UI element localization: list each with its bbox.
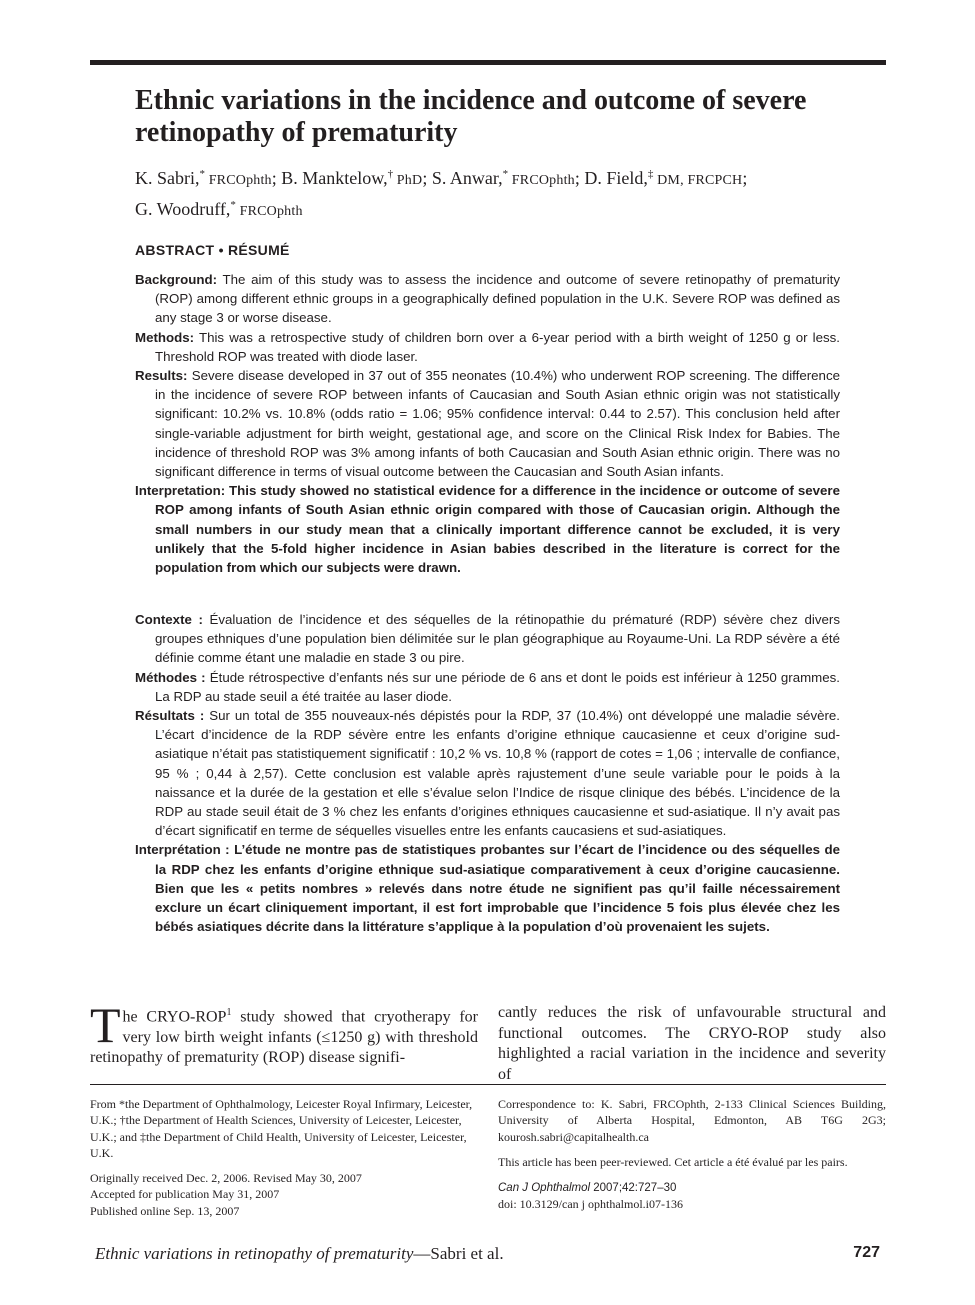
affiliation-mark: ‡	[647, 168, 654, 180]
affiliation-mark: †	[387, 168, 394, 180]
author-degree: DM, FRCPCH	[653, 173, 743, 188]
drop-cap: T	[90, 997, 121, 1053]
footnote-rule	[90, 1084, 886, 1085]
abstract-en-paragraph	[135, 481, 840, 577]
abstract-fr-label: Contexte :	[135, 612, 203, 627]
author-degree: FRCOphth	[235, 204, 303, 219]
correspondence-note: Correspondence to: K. Sabri, FRCOphth, 2-133 Clinical Sciences Building, University of Alberta Hospital, Edmonton, AB T6G 2G3; kourosh.sabri@capitalhealth.ca	[498, 1097, 886, 1144]
author	[281, 168, 432, 188]
published-date: Published online Sep. 13, 2007	[90, 1203, 240, 1218]
affiliation-note: From *the Department of Ophthalmology, Leicester Royal Infirmary, Leicester, U.K.; †the Department of Health Sciences, University of Leicester, Leicester, U.K.; and ‡the Department of Child Health, University of Leicester, Leicester, U.K.	[90, 1097, 473, 1160]
doi-link[interactable]: doi: 10.3129/can j ophthalmol.i07-136	[498, 1197, 683, 1212]
abstract-fr-text: L’étude ne montre pas de statistiques probantes sur l’écart de l’incidence ou des séquelles de la RDP chez les enfants d’origine ethnique sud-asiatique comparativement à ceux d’origine caucasienne. Bien que les « petits nombres » relevés dans notre étude ne signifient pas qu’il faille nécessairement exclure un écart cliniquement important, il est fort improbable que l’incidence 5 fois plus élevée chez les bébés asiatiques décrite dans la littérature s’applique à la population d’où provenaient les sujets.	[155, 842, 840, 935]
author	[584, 168, 747, 188]
running-title: Ethnic variations in retinopathy of prematurity	[95, 1244, 414, 1263]
abstract-en-label: Results:	[135, 368, 188, 384]
author-separator: ;	[574, 168, 585, 188]
author-separator: ;	[742, 168, 748, 188]
abstract-fr-paragraph	[135, 668, 840, 706]
abstract-fr-text: Évaluation de l’incidence et des séquelles de la rétinopathie du prématuré (RDP) sévère chez divers groupes ethniques d’une population bien délimitée sur le plan géographique au Royaume-Uni. La RDP sévère a été définie comme étant une maladie en stade 3 ou pire.	[155, 612, 840, 666]
journal-name: Can J Ophthalmol	[498, 1182, 591, 1195]
abstract-en-text: Severe disease developed in 37 out of 355 neonates (10.4%) who underwent ROP screening. The difference in the incidence of severe ROP between infants of Caucasian and South Asian ethnic origin was not statistically significant: 10.2% vs. 10.8% (odds ratio = 1.06; 95% confidence interval: 0.44 to 2.57). This conclusion held after single-variable adjustment for birth weight, gestational age, and score on the Clinical Risk Index for Babies. The incidence of threshold ROP was 3% among infants of both Caucasian and South Asian ethnic origin. There was no significant difference in terms of visual outcome between the Caucasian and South Asian infants.	[155, 368, 840, 480]
abstract-en-text: The aim of this study was to assess the incidence and outcome of severe retinopathy of prematurity (ROP) among different ethnic groups in a geographically defined population in the U.K. Severe ROP was defined as any stage 3 or worse disease.	[155, 272, 840, 326]
abstract-en-label: Background:	[135, 272, 218, 287]
abstract-en-paragraph	[135, 270, 840, 328]
author	[432, 168, 585, 188]
abstract-en-label: Methods:	[135, 329, 195, 345]
author-degree: FRCOphth	[508, 173, 575, 188]
abstract-en-text: This study showed no statistical evidence for a difference in the incidence or outcome of severe ROP among infants of South Asian ethnic origin compared with those of Caucasian origin. Although the small numbers in our study mean that a clinically important difference cannot be excluded, it is very unlikely that the 5-fold higher incidence in Asian babies described in the literature is correct for the population from which our subjects were drawn.	[155, 483, 840, 576]
body-column-right	[498, 1003, 886, 1085]
abstract-en-label: Interpretation:	[135, 483, 226, 499]
abstract-en-paragraph	[135, 366, 840, 481]
top-rule	[90, 60, 886, 65]
running-authors: —Sabri et al.	[413, 1244, 504, 1263]
abstract-fr-label: Méthodes :	[135, 669, 206, 685]
article-title: Ethnic variations in the incidence and outcome of severe retinopathy of prematurity	[135, 85, 807, 148]
author-degree: PhD	[393, 173, 423, 188]
abstract-english	[135, 270, 840, 577]
accepted-date: Accepted for publication May 31, 2007	[90, 1187, 280, 1202]
abstract-french	[135, 610, 840, 936]
author-name: K. Sabri,	[135, 168, 200, 188]
author	[135, 199, 303, 219]
peer-review-note: This article has been peer-reviewed. Cet article a été évalué par les pairs.	[498, 1154, 848, 1169]
author-degree: FRCOphth	[205, 173, 272, 188]
abstract-fr-paragraph	[135, 706, 840, 840]
received-date: Originally received Dec. 2, 2006. Revised May 30, 2007	[90, 1171, 362, 1186]
affiliation-mark: *	[230, 199, 236, 211]
abstract-en-paragraph	[135, 328, 840, 366]
author-separator: ;	[422, 168, 432, 188]
author	[135, 168, 281, 188]
body-column-left	[90, 997, 479, 1069]
body-text-left-start: he CRYO-ROP	[122, 1008, 227, 1026]
author-list	[135, 162, 875, 224]
abstract-en-text: This was a retrospective study of children born over a 6-year period with a birth weight of 1250 g or less. Threshold ROP was treated with diode laser.	[155, 329, 840, 364]
journal-citation: 2007;42:727–30	[590, 1182, 677, 1195]
footnotes-left	[90, 1096, 478, 1219]
author-name: D. Field,	[584, 168, 648, 188]
reference-marker[interactable]: 1	[226, 1007, 232, 1018]
abstract-fr-text: Sur un total de 355 nouveaux-nés dépistés pour la RDP, 37 (10.4%) ont développé une maladie sévère. L’écart d’incidence de la RDP sévère entre les enfants d’origine ethnique caucasienne et ceux d’origine sud-asiatique n’était pas statistiquement significatif : 10,2 % vs. 10,8 % (rapport de cotes = 1,06 ; intervalle de confiance, 95 % ; 0,44 à 2,57). Cette conclusion est valable après rajustement d’une seule variable pour le poids à la naissance et la durée de la gestation et elle s’évalue selon l’Indice de risque clinique des bébés. L’incidence de la RDP au stade seuil était de 3 % chez les enfants d’origines ethniques caucasienne et sud-asiatique. Il n’y avait pas d’écart significatif en terme de séquelles visuelles entre les enfants caucasiens et sud-asiatiques.	[155, 708, 840, 839]
author-separator: ;	[271, 168, 282, 188]
abstract-heading: ABSTRACT • RÉSUMÉ	[135, 242, 290, 258]
abstract-fr-paragraph	[135, 610, 840, 668]
author-name: B. Manktelow,	[281, 168, 388, 188]
page-number: 727	[853, 1244, 880, 1261]
footnotes-right	[498, 1096, 886, 1213]
abstract-fr-label: Interprétation :	[135, 842, 230, 858]
author-name: S. Anwar,	[431, 168, 503, 188]
affiliation-mark: *	[199, 168, 205, 180]
body-text-right: cantly reduces the risk of unfavourable structural and functional outcomes. The CRYO-ROP study also highlighted a racial variation in the incidence and severity of	[498, 1004, 886, 1083]
affiliation-mark: *	[502, 168, 509, 180]
body-text-left: study showed that cryotherapy for very low birth weight infants (≤1250 g) with threshold retinopathy of prematurity (ROP) disease signifi-	[90, 1008, 479, 1067]
author-name: G. Woodruff,	[135, 199, 231, 219]
abstract-fr-text: Étude rétrospective d’enfants nés sur une période de 6 ans et dont le poids est inférieur à 1250 grammes. La RDP au stade seuil a été traitée au laser diode.	[155, 669, 840, 704]
abstract-fr-label: Résultats :	[135, 708, 205, 724]
abstract-fr-paragraph	[135, 840, 840, 936]
running-footer	[95, 1244, 504, 1264]
